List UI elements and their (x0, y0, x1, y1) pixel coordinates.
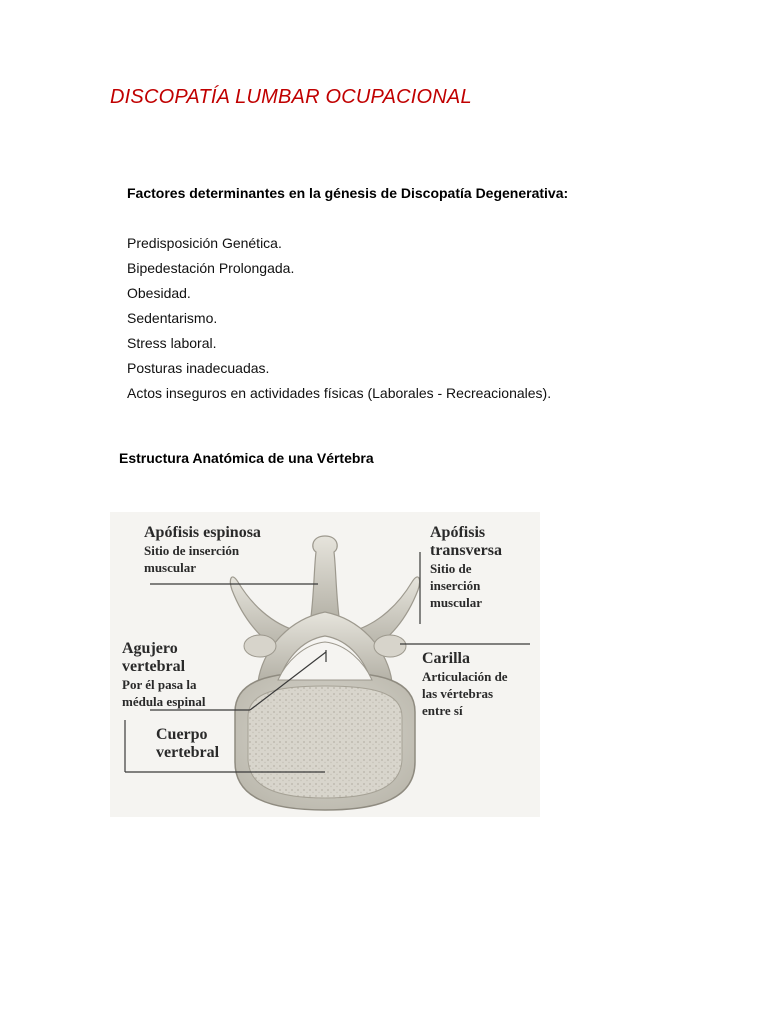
document-title: DISCOPATÍA LUMBAR OCUPACIONAL (110, 86, 472, 108)
label-apofisis-espinosa: Apófisis espinosa Sitio de inserción muscular (144, 524, 261, 575)
list-item: Obesidad. (127, 285, 191, 301)
spinous-process (310, 536, 340, 624)
list-item: Bipedestación Prolongada. (127, 260, 295, 276)
list-item: Stress laboral. (127, 335, 217, 351)
label-carilla: Carilla Articulación de las vértebras entre sí (422, 650, 508, 718)
figure-heading: Estructura Anatómica de una Vértebra (119, 450, 374, 466)
label-cuerpo-vertebral: Cuerpo vertebral (156, 726, 220, 761)
left-facet (244, 635, 276, 657)
factors-heading: Factores determinantes en la génesis de Discopatía Degenerativa: (127, 185, 569, 201)
factors-list (127, 234, 551, 409)
right-facet (374, 635, 406, 657)
list-item: Actos inseguros en actividades físicas (Laborales - Recreacionales). (127, 385, 552, 401)
vertebra-figure (110, 512, 540, 817)
vertebral-body-core (248, 686, 402, 798)
list-item: Sedentarismo. (127, 310, 218, 326)
label-apofisis-transversa: Apófisis transversa Sitio de inserción muscular (430, 524, 502, 610)
list-item: Posturas inadecuadas. (127, 360, 270, 376)
label-agujero-vertebral: Agujero vertebral Por él pasa la médula espinal (122, 640, 206, 709)
list-item: Predisposición Genética. (127, 235, 282, 251)
